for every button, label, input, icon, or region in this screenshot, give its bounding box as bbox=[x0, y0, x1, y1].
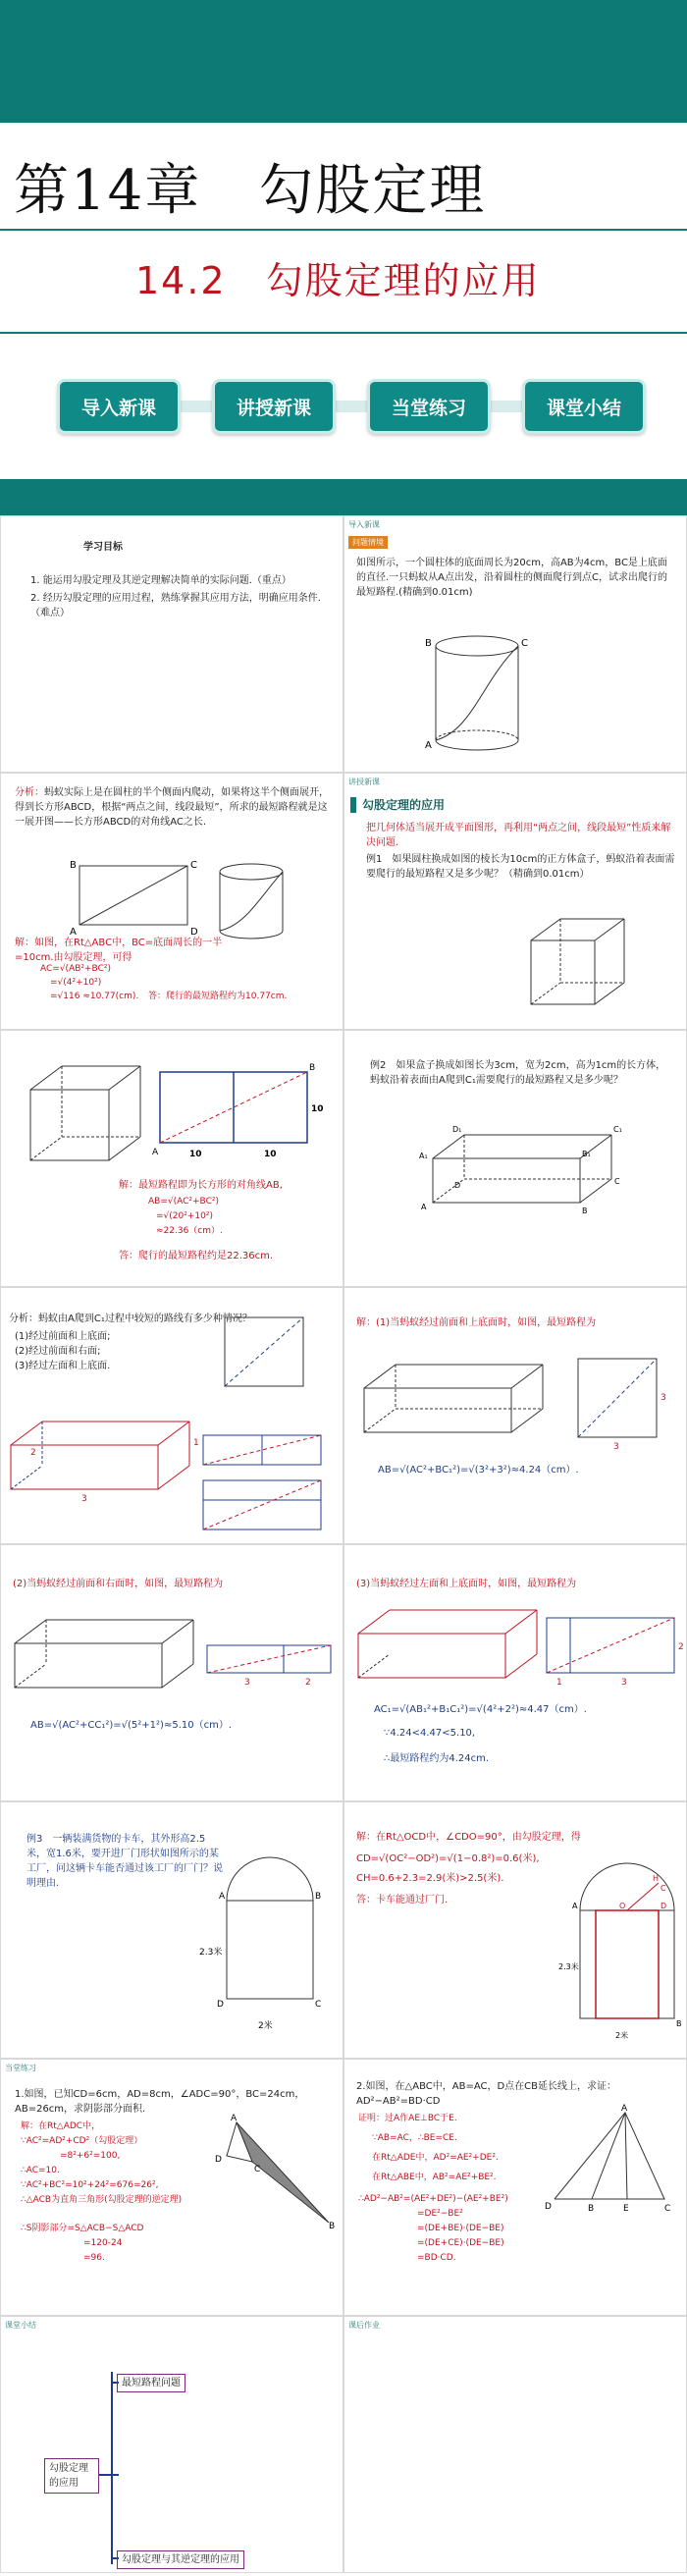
summary-tree-trunk bbox=[111, 2372, 113, 2564]
section-heading: 勾股定理的应用 bbox=[362, 798, 446, 812]
route-3-conclusion: ∴最短路程约为4.24cm. bbox=[384, 1753, 490, 1764]
slide-example-2 bbox=[344, 1030, 687, 1287]
svg-text:B: B bbox=[329, 2222, 336, 2231]
proof-3: 在Rt△ADE中，AD²=AE²+DE². bbox=[372, 2153, 499, 2163]
example-2: 例2 如果盒子换成如图长为3cm，宽为2cm，高为1cm的长方体，蚂蚁沿着表面由A爬到C₁需要爬行的最短路程又是多少呢？ bbox=[370, 1060, 666, 1086]
section-title: 14.2 勾股定理的应用 bbox=[135, 259, 541, 302]
proof-1: 证明：过A作AE⊥BC于E. bbox=[358, 2114, 457, 2123]
solution-text: 解：最短路程即为长方形的对角线AB, bbox=[119, 1180, 283, 1191]
proof-8: =(DE+CE)·(DE−BE) bbox=[417, 2238, 504, 2248]
step-1: 解：在Rt△ADC中， bbox=[21, 2121, 101, 2131]
cuboid-figure bbox=[413, 1119, 649, 1227]
slide-goals bbox=[0, 515, 344, 773]
route-figures bbox=[1, 1308, 344, 1543]
slide-homework bbox=[344, 2316, 687, 2573]
proof-4: 在Rt△ABE中，AB²=AE²+BE². bbox=[372, 2173, 497, 2182]
nav-button-practice[interactable]: 当堂练习 bbox=[367, 379, 491, 434]
route-3-compare: ∵4.24<4.47<5.10, bbox=[384, 1728, 476, 1739]
practice-question-2: 2.如图，在△ABC中，AB=AC，D点在CB延长线上，求证：AD²−AB²=BD·CD bbox=[356, 2081, 617, 2107]
slide-tag: 导入新课 bbox=[348, 520, 380, 529]
route-1-figure bbox=[354, 1347, 678, 1455]
step-8: =120-24 bbox=[83, 2238, 123, 2248]
svg-text:B: B bbox=[70, 860, 77, 871]
slide-cube-solution bbox=[0, 1030, 344, 1287]
route-option-2: (2)经过前面和右面; bbox=[15, 1346, 101, 1357]
svg-text:B: B bbox=[588, 2204, 595, 2214]
label-C: C bbox=[521, 638, 528, 649]
svg-text:C: C bbox=[190, 860, 197, 871]
route-1-equation: AB=√(AC²+BC₁²)=√(3²+3²)≈4.24（cm）. bbox=[378, 1465, 579, 1476]
svg-text:D: D bbox=[454, 1181, 461, 1190]
step-6: ∴△ACB为直角三角形(勾股定理的逆定理) bbox=[21, 2195, 183, 2205]
svg-text:1: 1 bbox=[556, 1678, 562, 1688]
eq-2: CH=0.6+2.3=2.9(米)>2.5(米). bbox=[356, 1873, 504, 1884]
svg-text:C: C bbox=[614, 1177, 620, 1186]
svg-text:2.3米: 2.3米 bbox=[558, 1962, 579, 1971]
eq-3: ≈22.36（cm）. bbox=[156, 1226, 223, 1236]
cover-bottom-band bbox=[0, 479, 687, 515]
route-3-solution: (3)当蚂蚁经过左面和上底面时，如图，最短路程为 bbox=[356, 1579, 577, 1589]
svg-text:10: 10 bbox=[264, 1150, 277, 1159]
eq-2: =√(20²+10²) bbox=[156, 1211, 213, 1221]
solution-text: 解：如图，在Rt△ABC中，BC=底面周长的一半=10cm.由勾股定理，可得 bbox=[15, 938, 223, 963]
route-1-solution: 解：(1)当蚂蚁经过前面和上底面时，如图，最短路程为 bbox=[356, 1317, 597, 1328]
slide-route-1 bbox=[344, 1287, 687, 1544]
chapter-title: 第14章 勾股定理 bbox=[14, 159, 487, 223]
route-3-figure bbox=[348, 1594, 682, 1692]
svg-text:D: D bbox=[190, 927, 198, 938]
svg-text:C₁: C₁ bbox=[613, 1125, 622, 1134]
cube-unfold-figure bbox=[21, 1060, 325, 1168]
shaded-triangle-figure bbox=[213, 2113, 341, 2230]
eq-2: =√(4²+10²) bbox=[50, 978, 102, 988]
svg-text:A: A bbox=[231, 2114, 238, 2123]
svg-text:D: D bbox=[215, 2155, 222, 2165]
lesson-nav bbox=[57, 379, 646, 438]
unfold-figure bbox=[70, 856, 315, 944]
analysis-text: 分析：蚂蚁实际上是在圆柱的半个侧面内爬动，如果将这半个侧面展开，得到长方形ABCD，根据“两点之间，线段最短”，所求的最短路程就是这一展开图——长方形ABCD的对角线AC之长. bbox=[15, 787, 329, 828]
proof-6: =DE²−BE² bbox=[417, 2209, 463, 2219]
slide-practice-1 bbox=[0, 2059, 344, 2316]
cylinder-figure bbox=[423, 622, 541, 770]
svg-text:A: A bbox=[219, 1892, 226, 1902]
svg-text:B: B bbox=[315, 1892, 322, 1902]
intro-text: 把几何体适当展开成平面图形，再利用“两点之间，线段最短”性质来解决问题. bbox=[366, 823, 671, 848]
svg-text:O: O bbox=[619, 1902, 626, 1910]
label-A: A bbox=[425, 740, 432, 751]
step-5: ∵AC²+BC²=10²+24²=676=26², bbox=[21, 2180, 159, 2190]
svg-text:B: B bbox=[676, 2019, 682, 2028]
problem-badge: 问题情境 bbox=[348, 536, 388, 549]
eq-1: AC=√(AB²+BC²) bbox=[40, 964, 111, 974]
svg-text:2: 2 bbox=[30, 1448, 36, 1458]
svg-text:A: A bbox=[152, 1148, 159, 1157]
svg-text:A: A bbox=[621, 2104, 628, 2114]
answer-text: 答：卡车能通过厂门. bbox=[356, 1895, 449, 1905]
step-7: ∴S阴影部分=S△ACB−S△ACD bbox=[21, 2224, 144, 2233]
svg-text:1: 1 bbox=[193, 1438, 199, 1448]
heading-marker bbox=[350, 797, 356, 813]
cover-divider-bottom bbox=[0, 332, 687, 334]
step-4: ∴AC=10. bbox=[21, 2166, 60, 2175]
nav-button-intro[interactable]: 导入新课 bbox=[57, 379, 181, 434]
slide-route-analysis bbox=[0, 1287, 344, 1544]
answer-text: 答：爬行的最短路程约是22.36cm. bbox=[119, 1251, 274, 1261]
svg-text:C: C bbox=[661, 1884, 666, 1893]
svg-text:E: E bbox=[623, 2204, 629, 2214]
svg-text:C: C bbox=[664, 2204, 671, 2214]
svg-text:3: 3 bbox=[613, 1442, 619, 1452]
route-question: 分析：蚂蚁由A爬到C₁过程中较短的路线有多少种情况？ bbox=[9, 1314, 252, 1324]
proof-2: ∵AB=AC，∴BE=CE. bbox=[372, 2133, 457, 2143]
summary-root: 勾股定理的应用 bbox=[44, 2458, 99, 2494]
slide-problem-intro bbox=[344, 515, 687, 773]
example-1: 例1 如果圆柱换成如图的棱长为10cm的正方体盒子，蚂蚁沿着表面需要爬行的最短路程又是多少呢？（精确到0.01cm） bbox=[366, 854, 675, 880]
proof-7: =(DE+BE)·(DE−BE) bbox=[417, 2224, 504, 2233]
svg-text:2: 2 bbox=[678, 1642, 684, 1652]
route-3-equation: AC₁=√(AB₁²+B₁C₁²)=√(4²+2²)≈4.47（cm）. bbox=[374, 1704, 587, 1715]
goals-title: 学习目标 bbox=[83, 542, 123, 553]
svg-text:2米: 2米 bbox=[615, 2031, 629, 2040]
svg-text:2: 2 bbox=[305, 1678, 311, 1688]
route-2-equation: AB=√(AC²+CC₁²)=√(5²+1²)≈5.10（cm）. bbox=[30, 1720, 233, 1731]
svg-text:D₁: D₁ bbox=[452, 1125, 462, 1134]
summary-branch-1: 最短路程问题 bbox=[117, 2374, 185, 2392]
solution-text: 解：在Rt△OCD中，∠CDO=90°，由勾股定理，得 bbox=[356, 1832, 581, 1843]
gate-figure bbox=[197, 1842, 335, 2048]
slide-tag: 课后作业 bbox=[348, 2321, 380, 2330]
svg-text:D: D bbox=[545, 2202, 552, 2212]
eq-3: =√116 ≈10.77(cm). bbox=[50, 992, 139, 1001]
problem-text: 如图所示，一个圆柱体的底面周长为20cm，高AB为4cm，BC是上底面的直径.一只蚂蚁从A点出发，沿着圆柱的侧面爬行到点C，试求出爬行的最短路程.(精确到0.01cm) bbox=[356, 558, 668, 598]
cover-divider-top bbox=[0, 229, 687, 231]
slide-analysis bbox=[0, 773, 344, 1030]
svg-text:C: C bbox=[254, 2165, 261, 2174]
answer-text: 答：爬行的最短路程约为10.77cm. bbox=[148, 992, 288, 1001]
svg-text:3: 3 bbox=[621, 1678, 627, 1688]
route-2-solution: (2)当蚂蚁经过前面和右面时，如图，最短路程为 bbox=[13, 1579, 224, 1589]
slide-practice-2 bbox=[344, 2059, 687, 2316]
proof-9: =BD·CD. bbox=[417, 2253, 456, 2263]
route-2-figure bbox=[5, 1604, 339, 1702]
svg-text:B: B bbox=[582, 1207, 588, 1215]
step-9: =96. bbox=[83, 2253, 105, 2263]
proof-5: ∴AD²−AB²=(AE²+DE²)−(AE²+BE²) bbox=[358, 2194, 508, 2204]
goal-1: 1. 能运用勾股定理及其逆定理解决简单的实际问题.（重点） bbox=[30, 575, 291, 586]
isosceles-triangle-figure bbox=[537, 2105, 684, 2213]
svg-text:3: 3 bbox=[661, 1393, 666, 1403]
route-option-1: (1)经过前面和上底面; bbox=[15, 1331, 111, 1342]
route-option-3: (3)经过左面和上底面. bbox=[15, 1361, 111, 1371]
nav-button-lecture[interactable]: 讲授新课 bbox=[212, 379, 336, 434]
svg-text:D: D bbox=[661, 1902, 667, 1910]
cover-slide bbox=[0, 0, 687, 515]
step-3: =8²+6²=100, bbox=[60, 2151, 121, 2161]
slide-example-3-solution bbox=[344, 1801, 687, 2059]
svg-text:A: A bbox=[70, 927, 77, 938]
slide-route-3 bbox=[344, 1544, 687, 1801]
nav-button-summary[interactable]: 课堂小结 bbox=[522, 379, 646, 434]
label-B: B bbox=[425, 638, 432, 649]
summary-tree-branch-3 bbox=[111, 2474, 119, 2476]
svg-text:H: H bbox=[653, 1874, 660, 1883]
gate-solution-figure bbox=[558, 1861, 686, 2053]
summary-branch-2: 勾股定理与其逆定理的应用 bbox=[117, 2550, 244, 2569]
svg-text:A: A bbox=[421, 1203, 427, 1211]
cube-figure bbox=[521, 911, 639, 1024]
cover-top-band bbox=[0, 0, 687, 123]
slide-summary bbox=[0, 2316, 344, 2573]
svg-text:2.3米: 2.3米 bbox=[199, 1948, 223, 1958]
practice-question-1: 1.如图，已知CD=6cm，AD=8cm，∠ADC=90°，BC=24cm，AB=26cm，求阴影部分面积. bbox=[15, 2089, 305, 2115]
svg-text:2米: 2米 bbox=[258, 2021, 273, 2031]
svg-text:3: 3 bbox=[81, 1494, 87, 1504]
eq-1: CD=√(OC²−OD²)=√(1−0.8²)=0.6(米), bbox=[356, 1853, 540, 1864]
eq-1: AB=√(AC²+BC²) bbox=[148, 1197, 219, 1207]
svg-text:A₁: A₁ bbox=[419, 1152, 428, 1160]
slide-example-3 bbox=[0, 1801, 344, 2059]
slide-theorem-application bbox=[344, 773, 687, 1030]
svg-text:C: C bbox=[315, 2000, 322, 2010]
svg-text:B: B bbox=[309, 1063, 316, 1073]
svg-text:10: 10 bbox=[311, 1104, 324, 1114]
example-3: 例3 一辆装满货物的卡车，其外形高2.5米，宽1.6米，要开进厂门形状如图所示的某工厂，问这辆卡车能否通过该工厂的厂门？说明理由. bbox=[26, 1834, 223, 1889]
slide-tag: 讲授新课 bbox=[348, 778, 380, 786]
step-2: ∵AC²=AD²+CD²（勾股定理） bbox=[21, 2136, 143, 2146]
svg-text:10: 10 bbox=[189, 1150, 202, 1159]
slide-tag: 当堂练习 bbox=[5, 2064, 36, 2072]
svg-text:3: 3 bbox=[244, 1678, 250, 1688]
slide-tag: 课堂小结 bbox=[5, 2321, 36, 2330]
svg-text:D: D bbox=[217, 2000, 224, 2010]
goal-2: 2. 经历勾股定理的应用过程，熟练掌握其应用方法，明确应用条件.（难点） bbox=[30, 593, 321, 618]
slide-route-2 bbox=[0, 1544, 344, 1801]
svg-text:A: A bbox=[572, 1902, 578, 1910]
svg-text:B₁: B₁ bbox=[582, 1150, 591, 1158]
